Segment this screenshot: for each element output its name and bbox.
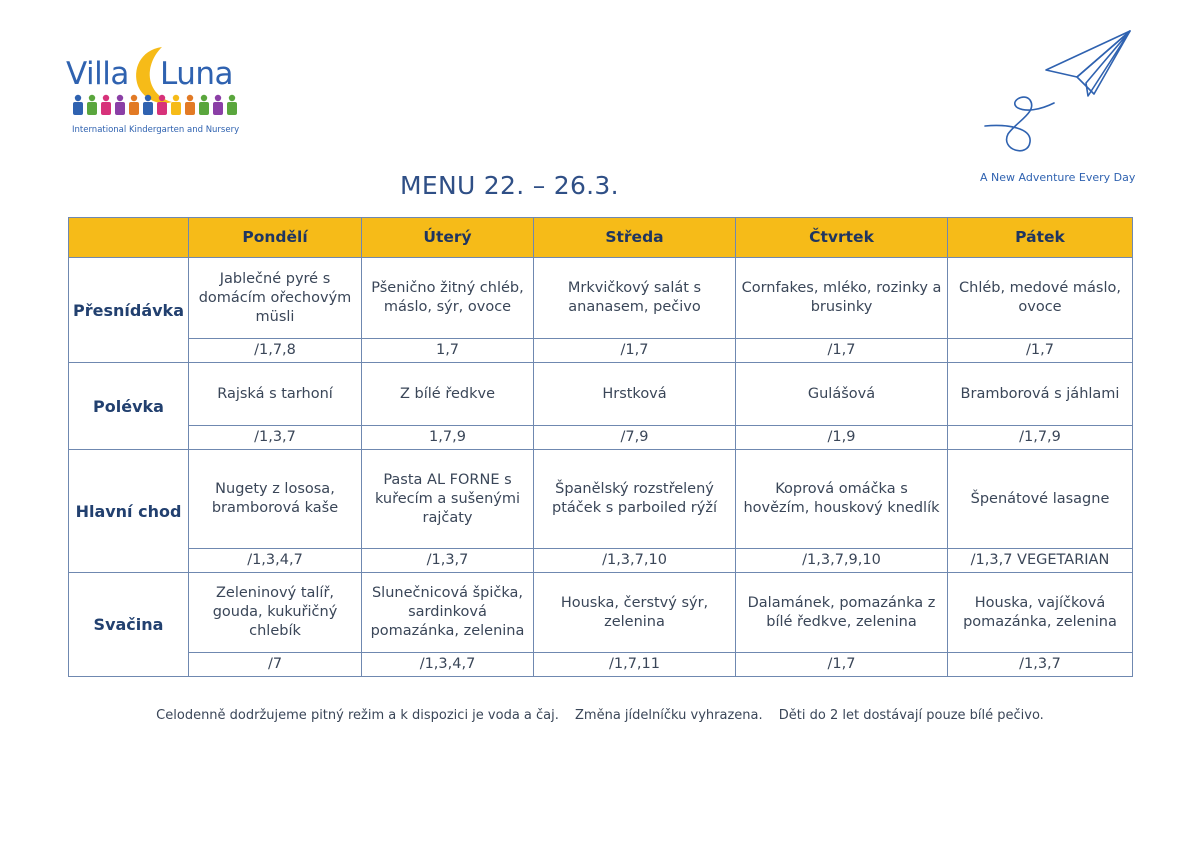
- footer-note-drinks: Celodenně dodržujeme pitný režim a k dispozici je voda a čaj.: [156, 708, 559, 723]
- dish-row-soup: [69, 363, 1133, 426]
- dish-cell: Cornfakes, mléko, rozinky a brusinky: [736, 258, 948, 339]
- dish-cell: Z bílé ředkve: [362, 363, 534, 426]
- allergen-cell: /1,9: [736, 426, 948, 450]
- dish-cell: Slunečnicová špička, sardinková pomazánka, zelenina: [362, 573, 534, 653]
- day-header-tuesday: Úterý: [362, 218, 534, 258]
- allergen-row-soup: [69, 426, 1133, 450]
- dish-cell: Hrstková: [534, 363, 736, 426]
- meal-label-snack-morning: Přesnídávka: [69, 258, 189, 363]
- allergen-cell: /1,7,11: [534, 653, 736, 677]
- allergen-cell: /1,3,4,7: [362, 653, 534, 677]
- dish-cell: Mrkvičkový salát s ananasem, pečivo: [534, 258, 736, 339]
- weekly-menu-table: [68, 217, 1133, 677]
- dish-cell: Bramborová s jáhlami: [948, 363, 1133, 426]
- dish-cell: Nugety z lososa, bramborová kaše: [189, 450, 362, 549]
- allergen-cell: /7,9: [534, 426, 736, 450]
- allergen-cell: /7: [189, 653, 362, 677]
- dish-row-snack-morning: [69, 258, 1133, 339]
- day-header-monday: Pondělí: [189, 218, 362, 258]
- allergen-cell: /1,7,9: [948, 426, 1133, 450]
- footer-notes: [0, 708, 1200, 723]
- day-header-friday: Pátek: [948, 218, 1133, 258]
- dish-cell: Chléb, medové máslo, ovoce: [948, 258, 1133, 339]
- allergen-cell: 1,7: [362, 339, 534, 363]
- kids-chain-icon: [70, 94, 240, 116]
- logo-subtitle: International Kindergarten and Nursery: [72, 125, 240, 135]
- allergen-cell: /1,7: [948, 339, 1133, 363]
- allergen-row-snack-afternoon: [69, 653, 1133, 677]
- allergen-cell: /1,3,4,7: [189, 549, 362, 573]
- allergen-cell: /1,3,7: [948, 653, 1133, 677]
- brand-tagline: A New Adventure Every Day: [980, 171, 1136, 184]
- footer-note-bread: Děti do 2 let dostávají pouze bílé pečivo.: [778, 708, 1044, 723]
- dish-cell: Španělský rozstřelený ptáček s parboiled rýží: [534, 450, 736, 549]
- allergen-cell: /1,7: [736, 653, 948, 677]
- day-header-wednesday: Středa: [534, 218, 736, 258]
- dish-row-snack-afternoon: [69, 573, 1133, 653]
- dish-cell: Jablečné pyré s domácím ořechovým müsli: [189, 258, 362, 339]
- dish-cell: Rajská s tarhoní: [189, 363, 362, 426]
- allergen-cell: /1,3,7: [189, 426, 362, 450]
- allergen-cell: /1,3,7: [362, 549, 534, 573]
- table-header-row: [69, 218, 1133, 258]
- allergen-cell: /1,3,7 VEGETARIAN: [948, 549, 1133, 573]
- allergen-cell: 1,7,9: [362, 426, 534, 450]
- allergen-cell: /1,3,7,9,10: [736, 549, 948, 573]
- dish-cell: Houska, čerstvý sýr, zelenina: [534, 573, 736, 653]
- meal-label-snack-afternoon: Svačina: [69, 573, 189, 677]
- dish-row-main-course: [69, 450, 1133, 549]
- dish-cell: Gulášová: [736, 363, 948, 426]
- allergen-cell: /1,7: [736, 339, 948, 363]
- dish-cell: Špenátové lasagne: [948, 450, 1133, 549]
- allergen-cell: /1,3,7,10: [534, 549, 736, 573]
- meal-label-main-course: Hlavní chod: [69, 450, 189, 573]
- dish-cell: Dalamánek, pomazánka z bílé ředkve, zelenina: [736, 573, 948, 653]
- allergen-row-snack-morning: [69, 339, 1133, 363]
- logo-name-luna: Luna: [160, 56, 234, 92]
- footer-note-changes: Změna jídelníčku vyhrazena.: [575, 708, 763, 723]
- page-title: MENU 22. – 26.3.: [400, 171, 619, 200]
- allergen-cell: /1,7,8: [189, 339, 362, 363]
- allergen-cell: /1,7: [534, 339, 736, 363]
- villa-luna-logo: [66, 44, 256, 144]
- paper-plane-icon: [980, 28, 1140, 158]
- dish-cell: Koprová omáčka s hovězím, houskový knedlík: [736, 450, 948, 549]
- day-header-thursday: Čtvrtek: [736, 218, 948, 258]
- meal-label-soup: Polévka: [69, 363, 189, 450]
- dish-cell: Zeleninový talíř, gouda, kukuřičný chlebík: [189, 573, 362, 653]
- logo-name-villa: Villa: [66, 56, 129, 92]
- dish-cell: Houska, vajíčková pomazánka, zelenina: [948, 573, 1133, 653]
- dish-cell: Pasta AL FORNE s kuřecím a sušenými rajčaty: [362, 450, 534, 549]
- header-corner: [69, 218, 189, 258]
- allergen-row-main-course: [69, 549, 1133, 573]
- dish-cell: Pšenično žitný chléb, máslo, sýr, ovoce: [362, 258, 534, 339]
